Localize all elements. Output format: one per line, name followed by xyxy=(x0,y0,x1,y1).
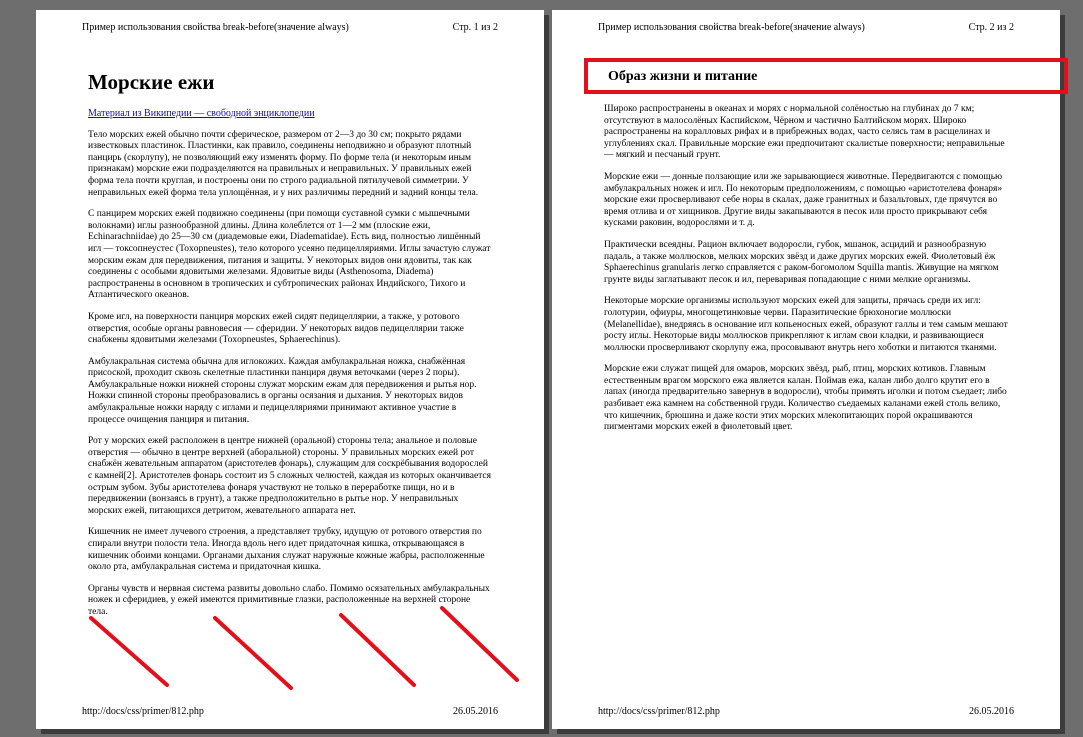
footer-date: 26.05.2016 xyxy=(969,706,1014,717)
red-strike-mark xyxy=(215,618,291,688)
article-paragraph: Широко распространены в океанах и морях с нормальной солёностью на глубинах до 7 км; отсутствуют в малосолёных Каспийском, Чёрном и частично Балтийском морях. Широко распространены на коралловых рифах и в прибрежных водах, часто селясь там в расщелинах и углублениях скал. Правильные морские ежи предпочитают скалистые поверхности; неправильные — мягкий и песчаный грунт. xyxy=(604,104,1005,161)
article-paragraph: Морские ежи — донные ползающие или же зарывающиеся животные. Передвигаются с помощью амбулакральных ножек и игл. По некоторым предположениям, с помощью «аристотелева фонаря» морские ежи просверливают себе норы в скалах, даже гранитных и базальтовых, где прячутся во время отлива и от хищников. Другие виды закапываются в песок или просто прикрывают себя кусками раковин, водорослями и т. д. xyxy=(604,171,1003,229)
page-footer xyxy=(598,706,1014,717)
highlighted-heading-box xyxy=(584,58,1068,94)
strikethrough-annotation xyxy=(36,600,544,710)
page-header xyxy=(82,22,498,33)
page-number: Стр. 1 из 2 xyxy=(452,22,498,33)
article-paragraph: Амбулакральная система обычна для иглокожих. Каждая амбулакральная ножка, снабжённая присоской, проходит сквозь скелетные пластинки панциря двумя веточками (через 2 поры). Амбулакральные ножки нижней стороны служат морским ежам для передвижения и рытья нор. Ножки спинной стороны преобразовались в органы осязания и дыхания. У некоторых видов амбулакральные ножки наряду с иглами и педицелляриями принимают активное участие в процессе очищения панциря и питания. xyxy=(88,356,477,425)
article-paragraph: С панцирем морских ежей подвижно соединены (при помощи суставной сумки с мышечными волокнами) иглы разнообразной длины. Длина колеблется от 1—2 мм (плоские ежи, Echinarachniidae) до 25—30 см (диадемовые ежи, Diadematidae). Есть вид, полностью лишённый игл — токсопнеустес (Toxopneustes), тело которого усеяно педицелляриями. Иглы зачастую служат морским ежам для передвижения, питания и защиты. У некоторых видов они ядовиты, так как соединены с особыми ядовитыми железами. Ядовитые виды (Asthenosoma, Diadema) распространены в основном в тропических и субтропических районах Индийского, Тихого и Атлантического океанов. xyxy=(88,209,491,301)
header-title: Пример использования свойства break-before(значение always) xyxy=(598,22,865,33)
article-paragraph: Органы чувств и нервная система развиты довольно слабо. Помимо осязательных амбулакральных ножек и сферидиев, у ежей имеются примитивные глазки, расположенные на верхней стороне тела. xyxy=(88,583,490,617)
article-paragraph: Некоторые морские организмы используют морских ежей для защиты, прячась среди их игл: голотурии, офиуры, многощетинковые черви. Паразитические брюхоногие моллюски (Melanellidae), внедряясь в основание игл копьеносных ежей, образуют галлы и тем самым мешают росту иглы. Некоторые виды моллюсков прикрепляют к иглам свои кладки, и развивающиеся моллюски просверливают скорлупу ежа, просовывают внутрь него хоботки и питаются тканями. xyxy=(604,296,1008,353)
article-paragraph: Кишечник не имеет лучевого строения, а представляет трубку, идущую от ротового отверстия по спирали внутри полости тела. Иногда вдоль него идет придаточная кишка, открывающаяся в кишечник обоими концами. Органами дыхания служат наружные кожные жабры, расположенные около рта, амбулакральная система и придаточная кишка. xyxy=(88,527,485,573)
print-page-1 xyxy=(36,10,544,729)
article-paragraph: Практически всеядны. Рацион включает водоросли, губок, мшанок, асцидий и разнообразную падаль, а также моллюсков, мелких морских звёзд и даже других морских ежей. Фиолетовый ёж Sphaerechinus granularis легко справляется с раком-богомолом Squilla mantis. Живущие на мягком грунте виды заглатывают песок и ил, переваривая попадающие с ними мелкие организмы. xyxy=(604,239,999,285)
wikipedia-source-link[interactable]: Материал из Википедии — свободной энциклопедии xyxy=(88,108,315,119)
article-paragraph: Тело морских ежей обычно почти сферическое, размером от 2—3 до 30 см; покрыто рядами известковых пластинок. Пластинки, как правило, соединены неподвижно и образуют плотный панцирь (скорлупу), не позволяющий ежу изменять форму. По форме тела (и некоторым иным признакам) морские ежи подразделяются на правильных и неправильных. У правильных ежей форма тела почти круглая, и построены они по строго радиальной пятилучевой симметрии. У неправильных ежей форма тела уплощённая, и у них различимы передний и задний концы тела. xyxy=(88,129,479,198)
page-footer xyxy=(82,706,498,717)
article-paragraph: Рот у морских ежей расположен в центре нижней (оральной) стороны тела; анальное и половые отверстия — обычно в центре верхней (аборальной) стороны. У правильных морских ежей рот снабжён жевательным аппаратом (аристотелев фонарь), служащим для соскрёбывания водорослей с камней[2]. Аристотелев фонарь состоит из 5 сложных челюстей, каждая из которых оканчивается острым зубом. Зубы аристотелева фонаря участвуют не только в переработке пищи, но и в передвижении (вонзаясь в грунт), а также предположительно в рытье нор. У неправильных морских ежей, питающихся детритом, жевательного аппарата нет. xyxy=(88,436,492,516)
article-title: Морские ежи xyxy=(88,70,215,94)
footer-url: http://docs/css/primer/812.php xyxy=(82,706,204,717)
page-content xyxy=(604,58,1008,444)
page-content xyxy=(88,70,492,629)
red-strike-mark xyxy=(442,608,517,680)
red-strike-mark xyxy=(341,615,414,685)
article-paragraph: Кроме игл, на поверхности панциря морских ежей сидят педицеллярии, а также, у ротового отверстия, особые органы равновесия — сферидии. У некоторых видов педицеллярии также снабжены ядовитыми железами (Toxopneustes, Sphaerechinus). xyxy=(88,311,464,346)
footer-date: 26.05.2016 xyxy=(453,706,498,717)
footer-url: http://docs/css/primer/812.php xyxy=(598,706,720,717)
print-page-2 xyxy=(552,10,1060,729)
red-strike-mark xyxy=(91,618,167,685)
page-header xyxy=(598,22,1014,33)
section-heading: Образ жизни и питание xyxy=(608,69,758,84)
header-title: Пример использования свойства break-before(значение always) xyxy=(82,22,349,33)
article-paragraph: Морские ежи служат пищей для омаров, морских звёзд, рыб, птиц, морских котиков. Главным естественным врагом морского ежа является калан. Поймав ежа, калан либо долго крутит его в лапах (иногда предварительно завернув в водоросли), чтобы примять иголки и потом съедает; либо разбивает ежа камнем на собственной груди. Количество съедаемых каланами ежей столь велико, что кишечник, брюшина и даже кости этих морских млекопитающих порой окрашиваются пигментами морских ежей в фиолетовый цвет. xyxy=(604,364,1007,433)
page-number: Стр. 2 из 2 xyxy=(968,22,1014,33)
